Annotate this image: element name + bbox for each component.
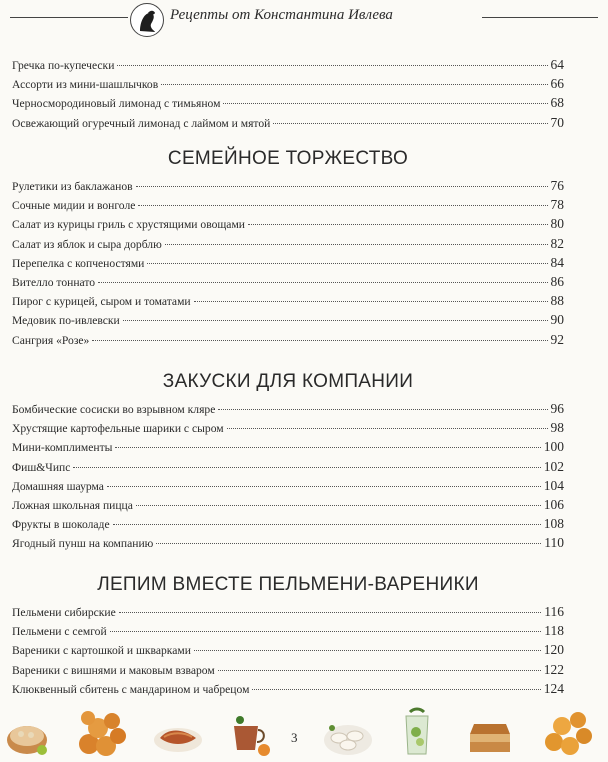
toc-leader-dots bbox=[117, 65, 547, 66]
toc-entry-page: 66 bbox=[550, 76, 564, 92]
toc-entry-page: 98 bbox=[550, 420, 564, 436]
toc-entry[interactable] bbox=[12, 214, 564, 233]
toc-leader-dots bbox=[223, 103, 547, 104]
toc-entry[interactable] bbox=[12, 272, 564, 291]
toc-leader-dots bbox=[92, 340, 547, 341]
toc-entry[interactable] bbox=[12, 399, 564, 418]
toc-leader-dots bbox=[165, 244, 548, 245]
toc-entry-title: Освежающий огуречный лимонад с лаймом и мятой bbox=[12, 116, 271, 130]
toc-entry-page: 124 bbox=[543, 680, 564, 696]
pastry-pile-icon bbox=[74, 706, 128, 760]
toc-entry-page: 90 bbox=[550, 312, 564, 328]
toc-entry-title: Фрукты в шоколаде bbox=[12, 518, 110, 532]
toc-entry[interactable] bbox=[12, 234, 564, 253]
toc-entry-title: Ассорти из мини-шашлычков bbox=[12, 78, 159, 92]
toc-entry-page: 78 bbox=[550, 197, 564, 213]
toc-entry-page: 88 bbox=[550, 293, 564, 309]
tea-cup-icon bbox=[226, 712, 272, 758]
toc-entry-title: Хрустящие картофельные шарики с сыром bbox=[12, 422, 224, 436]
toc-leader-dots bbox=[73, 467, 540, 468]
toc-entry[interactable] bbox=[12, 113, 564, 132]
toc-entry-page: 102 bbox=[543, 458, 564, 474]
toc-entry[interactable] bbox=[12, 74, 564, 93]
toc-leader-dots bbox=[218, 409, 547, 410]
toc-entry-title: Вителло тоннато bbox=[12, 275, 96, 289]
toc-entry-page: 86 bbox=[550, 273, 564, 289]
drink-glass-icon bbox=[396, 706, 438, 760]
toc-entry-page: 108 bbox=[543, 516, 564, 532]
toc-entry[interactable] bbox=[12, 602, 564, 621]
toc-entry[interactable] bbox=[12, 533, 564, 552]
toc-entry-page: 120 bbox=[543, 642, 564, 658]
toc-entry[interactable] bbox=[12, 253, 564, 272]
toc-entry[interactable] bbox=[12, 195, 564, 214]
toc-entry[interactable] bbox=[12, 476, 564, 495]
section-title: СЕМЕЙНОЕ ТОРЖЕСТВО bbox=[167, 148, 409, 169]
toc-entry-title: Вареники с вишнями и маковым взваром bbox=[12, 663, 215, 677]
toc-entry[interactable] bbox=[12, 495, 564, 514]
fried-balls-icon bbox=[540, 708, 594, 760]
toc-leader-dots bbox=[119, 612, 541, 613]
toc-entry-title: Пирог с курицей, сыром и томатами bbox=[12, 295, 191, 309]
toc-entry[interactable] bbox=[12, 679, 564, 698]
toc-entry[interactable] bbox=[12, 514, 564, 533]
toc-entry[interactable] bbox=[12, 310, 564, 329]
page-number: 3 bbox=[291, 730, 298, 745]
toc-leader-dots bbox=[136, 505, 541, 506]
toc-entry-title: Клюквенный сбитень с мандарином и чабрецом bbox=[12, 682, 250, 696]
toc-entry-page: 104 bbox=[543, 477, 564, 493]
toc-section-continued bbox=[12, 55, 564, 132]
toc-entry-page: 80 bbox=[550, 216, 564, 232]
toc-leader-dots bbox=[161, 84, 547, 85]
dumplings-plate-icon bbox=[322, 714, 374, 758]
toc-entry[interactable] bbox=[12, 93, 564, 112]
toc-leader-dots bbox=[113, 524, 541, 525]
toc-entry-title: Салат из курицы гриль с хрустящими овощами bbox=[12, 218, 245, 232]
toc-entry-page: 118 bbox=[544, 623, 564, 639]
header-title: Рецепты от Константина Ивлева bbox=[170, 7, 393, 23]
toc-leader-dots bbox=[98, 282, 547, 283]
toc-entry-title: Рулетики из баклажанов bbox=[12, 180, 133, 193]
layered-cake-icon bbox=[466, 712, 514, 758]
toc-entry-page: 96 bbox=[550, 401, 564, 416]
toc-entry-title: Ягодный пунш на компанию bbox=[12, 537, 154, 551]
toc-entry-title: Ложная школьная пицца bbox=[12, 498, 133, 512]
toc-entry[interactable] bbox=[12, 437, 564, 456]
page-header bbox=[0, 0, 608, 36]
toc-leader-dots bbox=[136, 186, 548, 187]
header-rule-left bbox=[10, 17, 128, 18]
toc-entry-title: Сангрия «Розе» bbox=[12, 333, 90, 347]
toc-entry-title: Мини-комплименты bbox=[12, 441, 113, 455]
toc-entry-title: Перепелка с копченостями bbox=[12, 256, 145, 270]
toc-entry[interactable] bbox=[12, 176, 564, 195]
toc-section-party-snacks bbox=[12, 365, 564, 553]
toc-leader-dots bbox=[123, 320, 548, 321]
toc-entry-page: 70 bbox=[550, 114, 564, 130]
toc-leader-dots bbox=[194, 301, 548, 302]
toc-entry-page: 76 bbox=[550, 178, 564, 193]
toc-entry-title: Вареники с картошкой и шкварками bbox=[12, 644, 191, 658]
toc-entry[interactable] bbox=[12, 330, 564, 349]
noodle-plate-icon bbox=[152, 716, 204, 756]
toc-entry[interactable] bbox=[12, 640, 564, 659]
toc-entry-title: Салат из яблок и сыра дорблю bbox=[12, 237, 162, 251]
toc-leader-dots bbox=[218, 670, 541, 671]
section-title: ЛЕПИМ ВМЕСТЕ ПЕЛЬМЕНИ-ВАРЕНИКИ bbox=[97, 574, 479, 595]
toc-entry[interactable] bbox=[12, 621, 564, 640]
toc-section-family-celebration bbox=[12, 142, 564, 349]
toc-leader-dots bbox=[110, 631, 542, 632]
toc-leader-dots bbox=[115, 447, 540, 448]
toc-entry-title: Черносмородиновый лимонад с тимьяном bbox=[12, 97, 221, 111]
toc-entry-page: 92 bbox=[550, 331, 564, 347]
toc-entry-page: 106 bbox=[543, 496, 564, 512]
toc-leader-dots bbox=[273, 123, 547, 124]
toc-leader-dots bbox=[227, 428, 548, 429]
toc-leader-dots bbox=[156, 543, 541, 544]
section-title: ЗАКУСКИ ДЛЯ КОМПАНИИ bbox=[162, 371, 414, 392]
toc-entry[interactable] bbox=[12, 291, 564, 310]
toc-leader-dots bbox=[138, 205, 547, 206]
toc-entry-title: Медовик по-ивлевски bbox=[12, 314, 120, 328]
toc-entry-page: 100 bbox=[543, 439, 564, 455]
toc-entry[interactable] bbox=[12, 457, 564, 476]
salad-bowl-icon bbox=[4, 712, 50, 758]
header-rule-right bbox=[482, 17, 598, 18]
toc-entry-title: Фиш&Чипс bbox=[12, 460, 71, 474]
toc-entry-title: Бомбические сосиски во взрывном кляре bbox=[12, 403, 216, 416]
toc-leader-dots bbox=[252, 689, 540, 690]
toc-entry-title: Гречка по-купечески bbox=[12, 59, 115, 72]
toc-entry-page: 116 bbox=[544, 604, 564, 619]
toc-entry-title: Сочные мидии и вонголе bbox=[12, 199, 136, 213]
toc-entry-title: Пельмени сибирские bbox=[12, 606, 116, 619]
food-illustration-strip bbox=[0, 706, 608, 762]
toc-entry[interactable] bbox=[12, 55, 564, 74]
toc-leader-dots bbox=[147, 263, 547, 264]
toc-entry-page: 110 bbox=[544, 535, 564, 551]
toc-entry-page: 84 bbox=[550, 254, 564, 270]
toc-entry[interactable] bbox=[12, 660, 564, 679]
toc-entry-title: Пельмени с семгой bbox=[12, 625, 107, 639]
toc-section-dumplings bbox=[12, 568, 564, 698]
toc-entry-page: 82 bbox=[550, 235, 564, 251]
toc-entry-page: 122 bbox=[543, 661, 564, 677]
toc-leader-dots bbox=[248, 224, 548, 225]
toc-entry-title: Домашняя шаурма bbox=[12, 479, 104, 493]
toc-entry-page: 68 bbox=[550, 95, 564, 111]
toc-entry-page: 64 bbox=[550, 57, 564, 72]
toc-leader-dots bbox=[194, 650, 541, 651]
toc-leader-dots bbox=[107, 486, 541, 487]
chef-portrait-logo-icon bbox=[130, 3, 164, 37]
toc-entry[interactable] bbox=[12, 418, 564, 437]
